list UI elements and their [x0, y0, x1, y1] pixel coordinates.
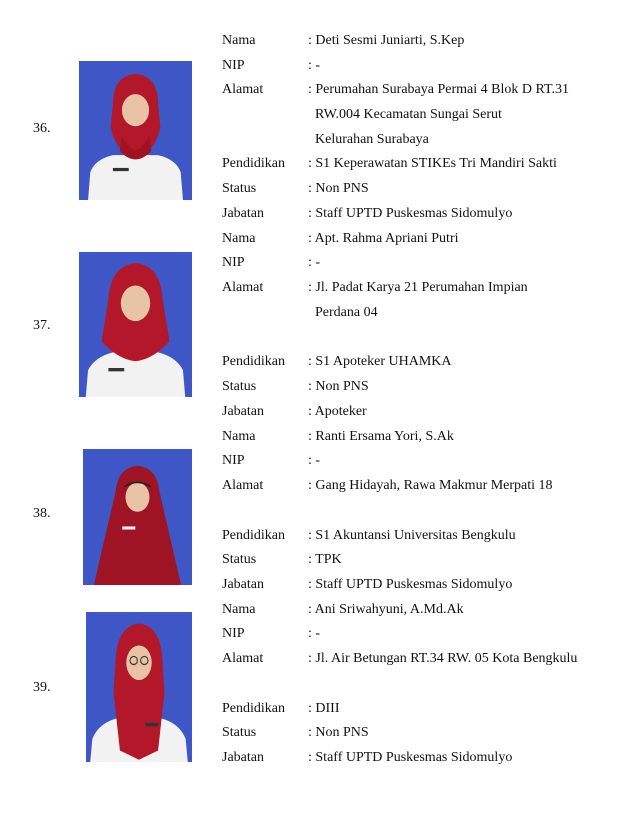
label-nama: Nama — [222, 429, 256, 444]
value-pendidikan: : S1 Keperawatan STIKEs Tri Mandiri Sakti — [308, 156, 557, 171]
value-nip: : - — [308, 453, 321, 468]
value-pendidikan: : S1 Akuntansi Universitas Bengkulu — [308, 528, 516, 543]
label-jabatan: Jabatan — [222, 750, 264, 765]
value-alamat-line-1: : Perumahan Surabaya Permai 4 Blok D RT.31 — [308, 82, 569, 97]
staff-photo-avatar — [83, 449, 192, 585]
value-nama: : Apt. Rahma Apriani Putri — [308, 231, 459, 246]
value-nama: : Ranti Ersama Yori, S.Ak — [308, 429, 454, 444]
entry-number: 37. — [33, 318, 51, 333]
label-jabatan: Jabatan — [222, 206, 264, 221]
value-nama: : Ani Sriwahyuni, A.Md.Ak — [308, 602, 464, 617]
value-pendidikan: : S1 Apoteker UHAMKA — [308, 354, 452, 369]
label-nip: NIP — [222, 626, 245, 641]
label-nama: Nama — [222, 231, 256, 246]
label-alamat: Alamat — [222, 651, 264, 666]
label-alamat: Alamat — [222, 82, 264, 97]
value-pendidikan: : DIII — [308, 701, 340, 716]
label-pendidikan: Pendidikan — [222, 354, 285, 369]
label-pendidikan: Pendidikan — [222, 701, 285, 716]
value-status: : Non PNS — [308, 725, 369, 740]
staff-photo-avatar — [86, 612, 192, 762]
value-nip: : - — [308, 255, 321, 270]
value-jabatan: : Staff UPTD Puskesmas Sidomulyo — [308, 206, 513, 221]
label-alamat: Alamat — [222, 280, 264, 295]
value-status: : Non PNS — [308, 379, 369, 394]
label-nama: Nama — [222, 602, 256, 617]
entry-number: 38. — [33, 506, 51, 521]
value-status: : Non PNS — [308, 181, 369, 196]
value-nama: : Deti Sesmi Juniarti, S.Kep — [308, 33, 465, 48]
value-alamat-line-2: Perdana 04 — [315, 305, 378, 320]
value-alamat-line-3: Kelurahan Surabaya — [315, 132, 429, 147]
label-status: Status — [222, 379, 257, 394]
label-nip: NIP — [222, 58, 245, 73]
value-nip: : - — [308, 58, 321, 73]
label-status: Status — [222, 552, 257, 567]
label-alamat: Alamat — [222, 478, 264, 493]
label-nip: NIP — [222, 453, 245, 468]
value-jabatan: : Staff UPTD Puskesmas Sidomulyo — [308, 750, 513, 765]
label-status: Status — [222, 181, 257, 196]
value-nip: : - — [308, 626, 321, 641]
value-jabatan: : Staff UPTD Puskesmas Sidomulyo — [308, 577, 513, 592]
label-status: Status — [222, 725, 257, 740]
value-jabatan: : Apoteker — [308, 404, 367, 419]
value-alamat-line-1: : Gang Hidayah, Rawa Makmur Merpati 18 — [308, 478, 553, 493]
value-alamat-line-1: : Jl. Air Betungan RT.34 RW. 05 Kota Bengkulu — [308, 651, 578, 666]
label-nama: Nama — [222, 33, 256, 48]
label-nip: NIP — [222, 255, 245, 270]
staff-photo-avatar — [79, 252, 192, 397]
label-pendidikan: Pendidikan — [222, 156, 285, 171]
value-alamat-line-2: RW.004 Kecamatan Sungai Serut — [315, 107, 502, 122]
value-status: : TPK — [308, 552, 342, 567]
label-jabatan: Jabatan — [222, 404, 264, 419]
value-alamat-line-1: : Jl. Padat Karya 21 Perumahan Impian — [308, 280, 528, 295]
label-pendidikan: Pendidikan — [222, 528, 285, 543]
entry-number: 36. — [33, 121, 51, 136]
staff-photo-avatar — [79, 61, 192, 200]
entry-number: 39. — [33, 680, 51, 695]
label-jabatan: Jabatan — [222, 577, 264, 592]
